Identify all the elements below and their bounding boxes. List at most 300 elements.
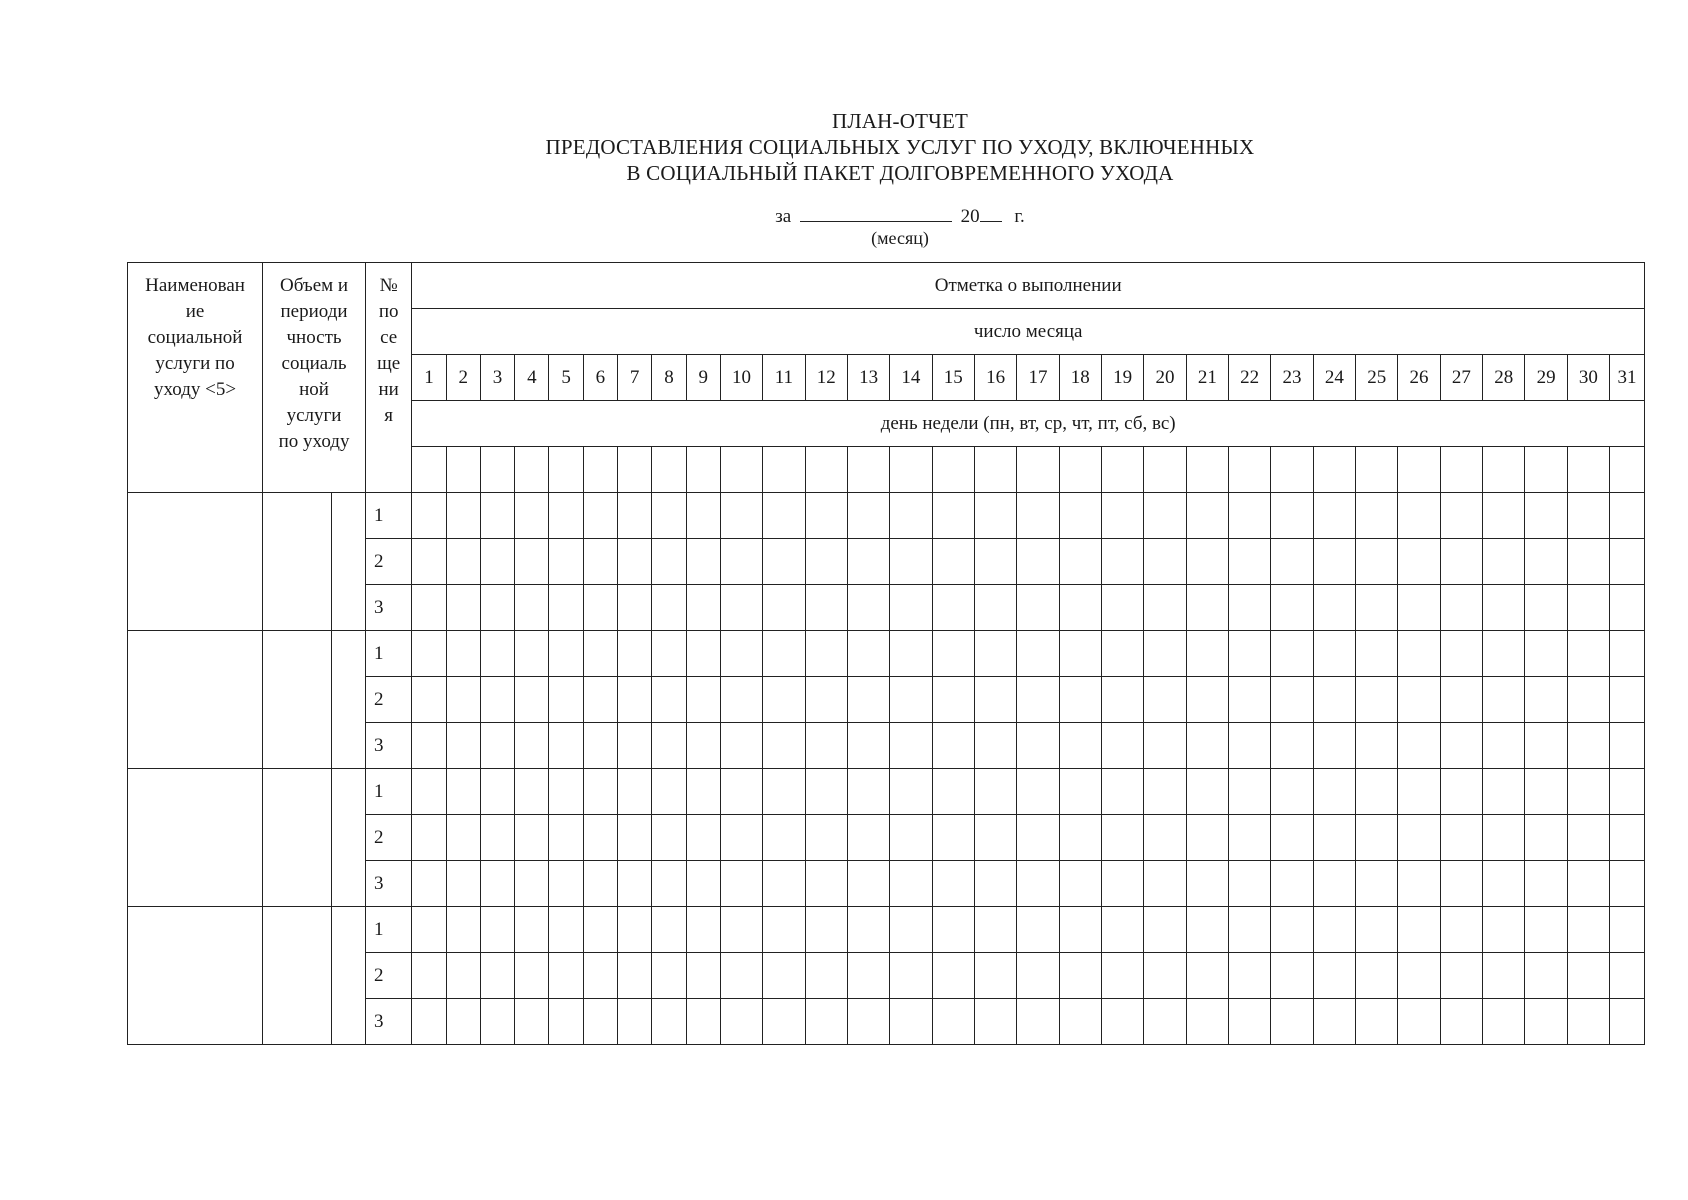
- weekday-cell[interactable]: [618, 447, 652, 493]
- mark-cell[interactable]: [932, 861, 974, 907]
- mark-cell[interactable]: [1525, 493, 1567, 539]
- mark-cell[interactable]: [1059, 907, 1101, 953]
- mark-cell[interactable]: [1229, 769, 1271, 815]
- mark-cell[interactable]: [1144, 815, 1186, 861]
- mark-cell[interactable]: [847, 815, 889, 861]
- mark-cell[interactable]: [974, 999, 1016, 1045]
- mark-cell[interactable]: [1101, 677, 1143, 723]
- mark-cell[interactable]: [805, 907, 847, 953]
- mark-cell[interactable]: [652, 493, 686, 539]
- mark-cell[interactable]: [763, 585, 805, 631]
- mark-cell[interactable]: [890, 861, 932, 907]
- mark-cell[interactable]: [1313, 907, 1355, 953]
- mark-cell[interactable]: [583, 539, 617, 585]
- mark-cell[interactable]: [515, 861, 549, 907]
- mark-cell[interactable]: [1186, 723, 1228, 769]
- mark-cell[interactable]: [686, 861, 720, 907]
- mark-cell[interactable]: [1525, 723, 1567, 769]
- mark-cell[interactable]: [720, 585, 762, 631]
- mark-cell[interactable]: [1144, 631, 1186, 677]
- mark-cell[interactable]: [1017, 677, 1059, 723]
- mark-cell[interactable]: [890, 677, 932, 723]
- mark-cell[interactable]: [446, 723, 480, 769]
- mark-cell[interactable]: [1356, 861, 1398, 907]
- mark-cell[interactable]: [1229, 723, 1271, 769]
- mark-cell[interactable]: [890, 539, 932, 585]
- weekday-cell[interactable]: [1356, 447, 1398, 493]
- mark-cell[interactable]: [1398, 907, 1440, 953]
- mark-cell[interactable]: [1059, 493, 1101, 539]
- mark-cell[interactable]: [1059, 723, 1101, 769]
- mark-cell[interactable]: [1525, 677, 1567, 723]
- weekday-cell[interactable]: [1398, 447, 1440, 493]
- mark-cell[interactable]: [480, 631, 514, 677]
- mark-cell[interactable]: [1144, 999, 1186, 1045]
- mark-cell[interactable]: [847, 677, 889, 723]
- mark-cell[interactable]: [618, 493, 652, 539]
- weekday-cell[interactable]: [583, 447, 617, 493]
- mark-cell[interactable]: [618, 953, 652, 999]
- mark-cell[interactable]: [583, 861, 617, 907]
- mark-cell[interactable]: [1101, 769, 1143, 815]
- mark-cell[interactable]: [1610, 815, 1645, 861]
- mark-cell[interactable]: [1440, 999, 1482, 1045]
- mark-cell[interactable]: [412, 907, 446, 953]
- mark-cell[interactable]: [652, 631, 686, 677]
- mark-cell[interactable]: [1313, 631, 1355, 677]
- mark-cell[interactable]: [1610, 585, 1645, 631]
- mark-cell[interactable]: [652, 769, 686, 815]
- mark-cell[interactable]: [1525, 539, 1567, 585]
- mark-cell[interactable]: [583, 493, 617, 539]
- mark-cell[interactable]: [932, 723, 974, 769]
- mark-cell[interactable]: [1398, 769, 1440, 815]
- periodicity-cell[interactable]: [331, 907, 365, 1045]
- mark-cell[interactable]: [618, 999, 652, 1045]
- mark-cell[interactable]: [763, 539, 805, 585]
- mark-cell[interactable]: [1017, 815, 1059, 861]
- mark-cell[interactable]: [1271, 539, 1313, 585]
- mark-cell[interactable]: [1356, 631, 1398, 677]
- mark-cell[interactable]: [763, 999, 805, 1045]
- mark-cell[interactable]: [686, 907, 720, 953]
- mark-cell[interactable]: [549, 815, 583, 861]
- mark-cell[interactable]: [515, 493, 549, 539]
- mark-cell[interactable]: [583, 815, 617, 861]
- mark-cell[interactable]: [1144, 861, 1186, 907]
- weekday-cell[interactable]: [652, 447, 686, 493]
- mark-cell[interactable]: [1440, 585, 1482, 631]
- mark-cell[interactable]: [1610, 723, 1645, 769]
- mark-cell[interactable]: [549, 631, 583, 677]
- mark-cell[interactable]: [932, 999, 974, 1045]
- mark-cell[interactable]: [1186, 631, 1228, 677]
- mark-cell[interactable]: [1440, 815, 1482, 861]
- mark-cell[interactable]: [1398, 999, 1440, 1045]
- mark-cell[interactable]: [618, 815, 652, 861]
- mark-cell[interactable]: [720, 539, 762, 585]
- mark-cell[interactable]: [1398, 539, 1440, 585]
- mark-cell[interactable]: [1398, 585, 1440, 631]
- mark-cell[interactable]: [583, 723, 617, 769]
- mark-cell[interactable]: [412, 815, 446, 861]
- mark-cell[interactable]: [974, 493, 1016, 539]
- mark-cell[interactable]: [1356, 907, 1398, 953]
- mark-cell[interactable]: [805, 493, 847, 539]
- mark-cell[interactable]: [720, 493, 762, 539]
- mark-cell[interactable]: [515, 999, 549, 1045]
- mark-cell[interactable]: [618, 861, 652, 907]
- mark-cell[interactable]: [1567, 953, 1609, 999]
- mark-cell[interactable]: [1313, 677, 1355, 723]
- mark-cell[interactable]: [847, 769, 889, 815]
- mark-cell[interactable]: [932, 493, 974, 539]
- mark-cell[interactable]: [1271, 907, 1313, 953]
- mark-cell[interactable]: [1483, 999, 1525, 1045]
- mark-cell[interactable]: [515, 723, 549, 769]
- mark-cell[interactable]: [974, 769, 1016, 815]
- mark-cell[interactable]: [847, 585, 889, 631]
- mark-cell[interactable]: [446, 861, 480, 907]
- mark-cell[interactable]: [549, 907, 583, 953]
- service-name-cell[interactable]: [128, 631, 263, 769]
- mark-cell[interactable]: [480, 953, 514, 999]
- mark-cell[interactable]: [686, 953, 720, 999]
- mark-cell[interactable]: [1144, 539, 1186, 585]
- mark-cell[interactable]: [412, 539, 446, 585]
- mark-cell[interactable]: [1525, 999, 1567, 1045]
- mark-cell[interactable]: [720, 907, 762, 953]
- mark-cell[interactable]: [583, 999, 617, 1045]
- mark-cell[interactable]: [1059, 539, 1101, 585]
- mark-cell[interactable]: [1059, 631, 1101, 677]
- mark-cell[interactable]: [1610, 631, 1645, 677]
- mark-cell[interactable]: [515, 539, 549, 585]
- mark-cell[interactable]: [1567, 493, 1609, 539]
- weekday-cell[interactable]: [1229, 447, 1271, 493]
- mark-cell[interactable]: [1398, 861, 1440, 907]
- mark-cell[interactable]: [1017, 953, 1059, 999]
- mark-cell[interactable]: [480, 677, 514, 723]
- mark-cell[interactable]: [1101, 815, 1143, 861]
- mark-cell[interactable]: [618, 769, 652, 815]
- mark-cell[interactable]: [1271, 723, 1313, 769]
- mark-cell[interactable]: [1017, 539, 1059, 585]
- mark-cell[interactable]: [1440, 723, 1482, 769]
- mark-cell[interactable]: [805, 815, 847, 861]
- mark-cell[interactable]: [1101, 539, 1143, 585]
- mark-cell[interactable]: [1229, 631, 1271, 677]
- mark-cell[interactable]: [763, 861, 805, 907]
- mark-cell[interactable]: [1398, 493, 1440, 539]
- mark-cell[interactable]: [686, 815, 720, 861]
- mark-cell[interactable]: [412, 861, 446, 907]
- mark-cell[interactable]: [686, 723, 720, 769]
- mark-cell[interactable]: [1017, 861, 1059, 907]
- mark-cell[interactable]: [1398, 631, 1440, 677]
- mark-cell[interactable]: [1229, 539, 1271, 585]
- weekday-cell[interactable]: [1567, 447, 1609, 493]
- mark-cell[interactable]: [1483, 907, 1525, 953]
- mark-cell[interactable]: [1483, 953, 1525, 999]
- year-field[interactable]: [980, 203, 1002, 222]
- mark-cell[interactable]: [686, 631, 720, 677]
- mark-cell[interactable]: [890, 999, 932, 1045]
- mark-cell[interactable]: [1186, 677, 1228, 723]
- mark-cell[interactable]: [412, 769, 446, 815]
- mark-cell[interactable]: [1483, 585, 1525, 631]
- mark-cell[interactable]: [1610, 953, 1645, 999]
- mark-cell[interactable]: [890, 493, 932, 539]
- mark-cell[interactable]: [890, 907, 932, 953]
- mark-cell[interactable]: [1313, 769, 1355, 815]
- mark-cell[interactable]: [446, 493, 480, 539]
- mark-cell[interactable]: [480, 769, 514, 815]
- month-field[interactable]: [800, 203, 952, 222]
- mark-cell[interactable]: [1440, 677, 1482, 723]
- mark-cell[interactable]: [1186, 907, 1228, 953]
- mark-cell[interactable]: [1567, 769, 1609, 815]
- mark-cell[interactable]: [1271, 631, 1313, 677]
- mark-cell[interactable]: [1610, 907, 1645, 953]
- mark-cell[interactable]: [652, 539, 686, 585]
- mark-cell[interactable]: [720, 999, 762, 1045]
- mark-cell[interactable]: [1059, 999, 1101, 1045]
- mark-cell[interactable]: [412, 723, 446, 769]
- mark-cell[interactable]: [720, 677, 762, 723]
- mark-cell[interactable]: [412, 631, 446, 677]
- mark-cell[interactable]: [1356, 677, 1398, 723]
- mark-cell[interactable]: [890, 815, 932, 861]
- mark-cell[interactable]: [805, 723, 847, 769]
- mark-cell[interactable]: [1059, 815, 1101, 861]
- mark-cell[interactable]: [1313, 815, 1355, 861]
- mark-cell[interactable]: [1144, 907, 1186, 953]
- mark-cell[interactable]: [480, 585, 514, 631]
- mark-cell[interactable]: [1313, 585, 1355, 631]
- mark-cell[interactable]: [1356, 769, 1398, 815]
- mark-cell[interactable]: [686, 585, 720, 631]
- mark-cell[interactable]: [446, 999, 480, 1045]
- mark-cell[interactable]: [1356, 999, 1398, 1045]
- mark-cell[interactable]: [1525, 861, 1567, 907]
- weekday-cell[interactable]: [1610, 447, 1645, 493]
- mark-cell[interactable]: [480, 493, 514, 539]
- mark-cell[interactable]: [652, 815, 686, 861]
- periodicity-cell[interactable]: [331, 493, 365, 631]
- mark-cell[interactable]: [805, 677, 847, 723]
- mark-cell[interactable]: [1483, 769, 1525, 815]
- weekday-cell[interactable]: [1017, 447, 1059, 493]
- mark-cell[interactable]: [974, 861, 1016, 907]
- mark-cell[interactable]: [652, 953, 686, 999]
- mark-cell[interactable]: [1059, 953, 1101, 999]
- mark-cell[interactable]: [515, 677, 549, 723]
- mark-cell[interactable]: [763, 769, 805, 815]
- mark-cell[interactable]: [720, 815, 762, 861]
- mark-cell[interactable]: [412, 953, 446, 999]
- mark-cell[interactable]: [446, 953, 480, 999]
- mark-cell[interactable]: [549, 677, 583, 723]
- mark-cell[interactable]: [480, 999, 514, 1045]
- mark-cell[interactable]: [583, 907, 617, 953]
- mark-cell[interactable]: [480, 907, 514, 953]
- mark-cell[interactable]: [583, 769, 617, 815]
- mark-cell[interactable]: [847, 907, 889, 953]
- mark-cell[interactable]: [1567, 861, 1609, 907]
- mark-cell[interactable]: [1101, 953, 1143, 999]
- mark-cell[interactable]: [1101, 631, 1143, 677]
- mark-cell[interactable]: [412, 493, 446, 539]
- mark-cell[interactable]: [1271, 953, 1313, 999]
- mark-cell[interactable]: [1229, 677, 1271, 723]
- mark-cell[interactable]: [1610, 677, 1645, 723]
- weekday-cell[interactable]: [1483, 447, 1525, 493]
- mark-cell[interactable]: [1144, 585, 1186, 631]
- mark-cell[interactable]: [1271, 493, 1313, 539]
- mark-cell[interactable]: [890, 953, 932, 999]
- mark-cell[interactable]: [1567, 677, 1609, 723]
- mark-cell[interactable]: [480, 539, 514, 585]
- mark-cell[interactable]: [412, 677, 446, 723]
- mark-cell[interactable]: [890, 585, 932, 631]
- mark-cell[interactable]: [1356, 539, 1398, 585]
- mark-cell[interactable]: [1356, 723, 1398, 769]
- weekday-cell[interactable]: [720, 447, 762, 493]
- mark-cell[interactable]: [1101, 723, 1143, 769]
- mark-cell[interactable]: [932, 907, 974, 953]
- mark-cell[interactable]: [1229, 493, 1271, 539]
- mark-cell[interactable]: [1186, 999, 1228, 1045]
- mark-cell[interactable]: [583, 677, 617, 723]
- mark-cell[interactable]: [583, 631, 617, 677]
- mark-cell[interactable]: [932, 815, 974, 861]
- mark-cell[interactable]: [446, 815, 480, 861]
- mark-cell[interactable]: [720, 769, 762, 815]
- mark-cell[interactable]: [847, 539, 889, 585]
- mark-cell[interactable]: [446, 907, 480, 953]
- mark-cell[interactable]: [1229, 861, 1271, 907]
- mark-cell[interactable]: [1398, 953, 1440, 999]
- mark-cell[interactable]: [1483, 493, 1525, 539]
- mark-cell[interactable]: [652, 585, 686, 631]
- mark-cell[interactable]: [618, 907, 652, 953]
- mark-cell[interactable]: [1229, 585, 1271, 631]
- mark-cell[interactable]: [1144, 769, 1186, 815]
- mark-cell[interactable]: [720, 953, 762, 999]
- mark-cell[interactable]: [932, 953, 974, 999]
- mark-cell[interactable]: [1313, 723, 1355, 769]
- weekday-cell[interactable]: [549, 447, 583, 493]
- mark-cell[interactable]: [1101, 493, 1143, 539]
- mark-cell[interactable]: [805, 769, 847, 815]
- mark-cell[interactable]: [515, 585, 549, 631]
- weekday-cell[interactable]: [932, 447, 974, 493]
- mark-cell[interactable]: [1229, 815, 1271, 861]
- mark-cell[interactable]: [1356, 953, 1398, 999]
- mark-cell[interactable]: [890, 631, 932, 677]
- mark-cell[interactable]: [1483, 723, 1525, 769]
- mark-cell[interactable]: [549, 539, 583, 585]
- mark-cell[interactable]: [618, 539, 652, 585]
- mark-cell[interactable]: [446, 539, 480, 585]
- mark-cell[interactable]: [720, 631, 762, 677]
- volume-cell[interactable]: [263, 907, 332, 1045]
- mark-cell[interactable]: [1059, 861, 1101, 907]
- volume-cell[interactable]: [263, 493, 332, 631]
- weekday-cell[interactable]: [1313, 447, 1355, 493]
- mark-cell[interactable]: [446, 585, 480, 631]
- mark-cell[interactable]: [763, 677, 805, 723]
- mark-cell[interactable]: [1186, 539, 1228, 585]
- mark-cell[interactable]: [1398, 677, 1440, 723]
- mark-cell[interactable]: [1567, 631, 1609, 677]
- mark-cell[interactable]: [412, 999, 446, 1045]
- mark-cell[interactable]: [618, 631, 652, 677]
- mark-cell[interactable]: [1440, 907, 1482, 953]
- periodicity-cell[interactable]: [331, 769, 365, 907]
- mark-cell[interactable]: [1101, 861, 1143, 907]
- mark-cell[interactable]: [1229, 907, 1271, 953]
- mark-cell[interactable]: [1017, 907, 1059, 953]
- weekday-cell[interactable]: [412, 447, 446, 493]
- mark-cell[interactable]: [549, 861, 583, 907]
- mark-cell[interactable]: [1313, 999, 1355, 1045]
- mark-cell[interactable]: [1017, 999, 1059, 1045]
- mark-cell[interactable]: [446, 631, 480, 677]
- mark-cell[interactable]: [1610, 493, 1645, 539]
- mark-cell[interactable]: [1059, 677, 1101, 723]
- mark-cell[interactable]: [1271, 999, 1313, 1045]
- mark-cell[interactable]: [480, 815, 514, 861]
- mark-cell[interactable]: [805, 585, 847, 631]
- weekday-cell[interactable]: [1101, 447, 1143, 493]
- weekday-cell[interactable]: [1440, 447, 1482, 493]
- weekday-cell[interactable]: [446, 447, 480, 493]
- mark-cell[interactable]: [1271, 769, 1313, 815]
- mark-cell[interactable]: [686, 677, 720, 723]
- mark-cell[interactable]: [1101, 907, 1143, 953]
- weekday-cell[interactable]: [805, 447, 847, 493]
- mark-cell[interactable]: [1186, 585, 1228, 631]
- mark-cell[interactable]: [1144, 723, 1186, 769]
- mark-cell[interactable]: [515, 769, 549, 815]
- mark-cell[interactable]: [1567, 907, 1609, 953]
- mark-cell[interactable]: [515, 631, 549, 677]
- weekday-cell[interactable]: [1144, 447, 1186, 493]
- mark-cell[interactable]: [805, 999, 847, 1045]
- mark-cell[interactable]: [1017, 585, 1059, 631]
- mark-cell[interactable]: [583, 585, 617, 631]
- mark-cell[interactable]: [1271, 585, 1313, 631]
- mark-cell[interactable]: [1483, 861, 1525, 907]
- weekday-cell[interactable]: [1271, 447, 1313, 493]
- volume-cell[interactable]: [263, 631, 332, 769]
- mark-cell[interactable]: [1525, 953, 1567, 999]
- mark-cell[interactable]: [1440, 769, 1482, 815]
- mark-cell[interactable]: [763, 631, 805, 677]
- mark-cell[interactable]: [652, 907, 686, 953]
- mark-cell[interactable]: [932, 769, 974, 815]
- service-name-cell[interactable]: [128, 769, 263, 907]
- mark-cell[interactable]: [1567, 539, 1609, 585]
- mark-cell[interactable]: [1440, 493, 1482, 539]
- weekday-cell[interactable]: [1525, 447, 1567, 493]
- mark-cell[interactable]: [652, 677, 686, 723]
- mark-cell[interactable]: [1440, 861, 1482, 907]
- mark-cell[interactable]: [1017, 723, 1059, 769]
- mark-cell[interactable]: [805, 953, 847, 999]
